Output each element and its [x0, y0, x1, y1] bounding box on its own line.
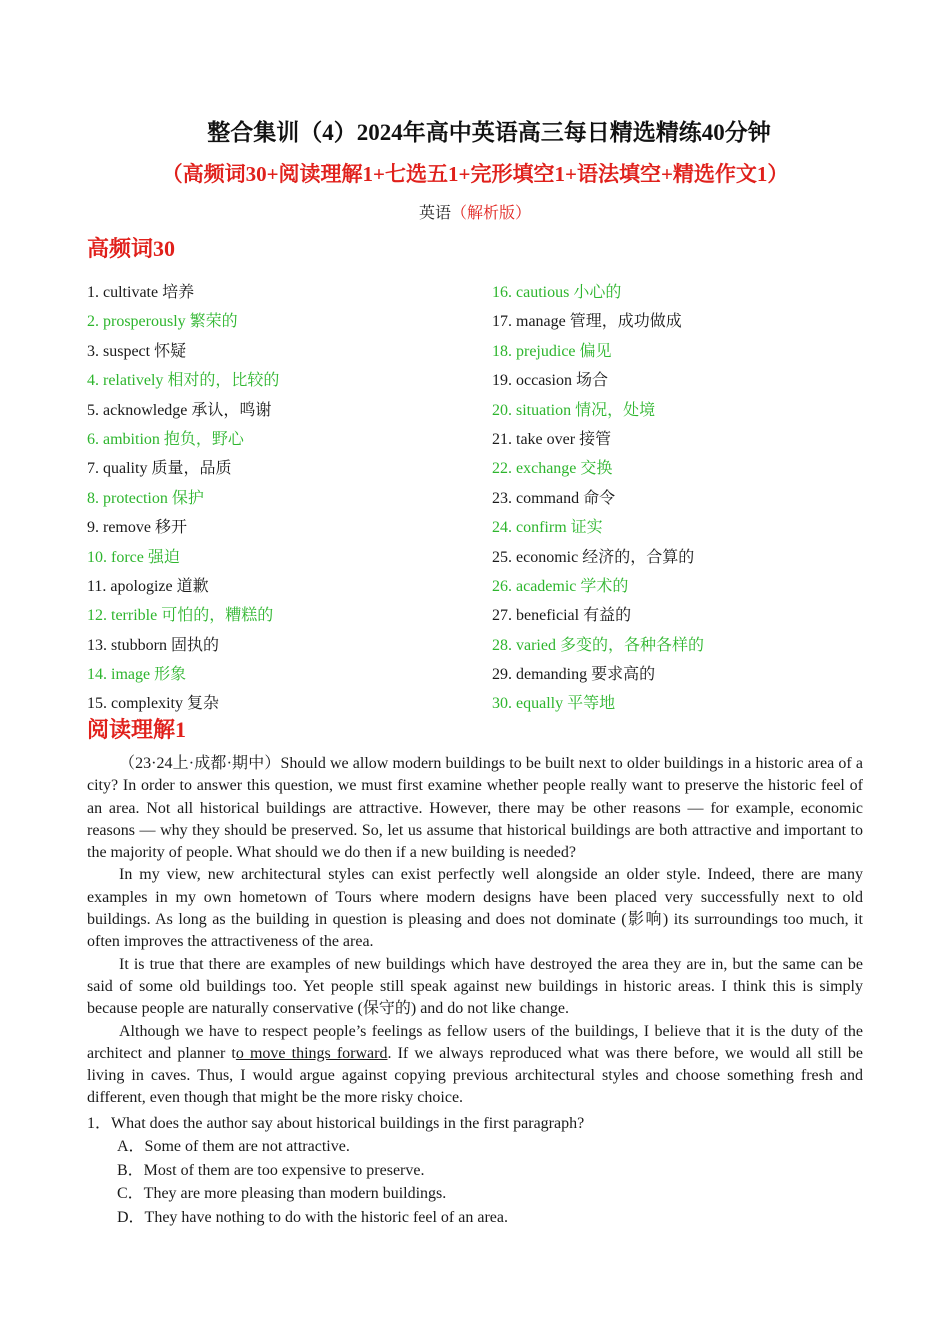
option-b: B．Most of them are too expensive to preserve.	[117, 1161, 425, 1179]
vocab-item: 3. suspect 怀疑	[87, 342, 187, 360]
vocab-item: 9. remove 移开	[87, 519, 187, 537]
vocab-item: 8. protection 保护	[87, 489, 204, 507]
passage-paragraph-3: It is true that there are examples of new buildings which have destroyed the area they are in, but the same can be said of some old buildings too. Yet people still speak against new buildings in historic areas. I think this is simply because people are naturally conservative (保守的) and do not like change.	[87, 955, 863, 1018]
vocab-item: 29. demanding 要求高的	[492, 666, 656, 684]
paragraph-4-end: . If we always reproduced what was there before, we would all still be living in caves. Thus, I would argue against copying previous architectural styles and choose something fresh and different, even though that might be the more risky choice.	[87, 1044, 864, 1107]
reading-heading: 阅读理解1	[87, 717, 187, 742]
vocab-item: 24. confirm 证实	[492, 519, 603, 537]
document-title: 整合集训（4）2024年高中英语高三每日精选精练40分钟	[207, 120, 771, 145]
subject-label: 英语	[418, 205, 451, 222]
vocab-item: 16. cautious 小心的	[492, 284, 622, 301]
option-d: D．They have nothing to do with the historic feel of an area.	[117, 1208, 508, 1226]
vocab-item: 11. apologize 道歉	[87, 577, 209, 595]
subject-line	[0, 200, 950, 223]
vocab-item: 19. occasion 场合	[492, 372, 608, 390]
underlined-phrase: o move things forward	[235, 1044, 388, 1062]
vocab-column-left	[87, 281, 279, 722]
vocab-item: 1. cultivate 培养	[87, 284, 195, 301]
document-subtitle: （高频词30+阅读理解1+七选五1+完形填空1+语法填空+精选作文1）	[161, 162, 789, 186]
vocab-item: 30. equally 平等地	[492, 695, 616, 713]
vocab-item: 6. ambition 抱负，野心	[87, 430, 244, 448]
vocab-item: 26. academic 学术的	[492, 577, 629, 595]
vocab-item: 20. situation 情况，处境	[492, 401, 656, 419]
passage-paragraph-1: （23·24上·成都·期中）Should we allow modern buildings to be built next to older buildings in a historic area of a city? In order to answer this question, we must first examine whether people really want to preserve the historic feel of an area. Not all historical buildings are attractive. However, there may be other reasons — for example, economic reasons — why they should be preserved. So, let us assume that historical buildings are both attractive and important to the majority of people. What should we do then if a new building is needed?	[87, 755, 863, 862]
vocab-item: 14. image 形象	[87, 666, 187, 684]
vocab-item: 5. acknowledge 承认，鸣谢	[87, 401, 272, 419]
vocab-heading: 高频词30	[87, 236, 176, 261]
vocab-item: 10. force 强迫	[87, 548, 180, 566]
version-label: （解析版）	[451, 205, 532, 222]
question-stem: 1．What does the author say about historical buildings in the first paragraph?	[87, 1115, 585, 1132]
vocab-item: 7. quality 质量，品质	[87, 460, 232, 478]
vocab-item: 23. command 命令	[492, 489, 616, 507]
paragraph-4-start: Although we have to respect people’s feelings as fellow users of the buildings, I believe that it is the duty of the architect and planner t	[87, 1022, 863, 1062]
vocab-item: 2. prosperously 繁荣的	[87, 313, 238, 331]
option-c: C．They are more pleasing than modern buildings.	[117, 1185, 447, 1202]
reading-passage	[87, 753, 863, 1110]
vocab-item: 15. complexity 复杂	[87, 695, 219, 713]
vocab-item: 22. exchange 交换	[492, 460, 613, 478]
vocab-item: 25. economic 经济的，合算的	[492, 548, 695, 566]
vocab-item: 28. varied 多变的，各种各样的	[492, 636, 704, 654]
vocab-item: 18. prejudice 偏见	[492, 342, 612, 360]
option-a: A．Some of them are not attractive.	[117, 1138, 350, 1155]
vocab-item: 17. manage 管理，成功做成	[492, 313, 682, 331]
vocab-item: 13. stubborn 固执的	[87, 636, 220, 654]
question-1	[87, 1112, 863, 1229]
vocab-item: 12. terrible 可怕的，糟糕的	[87, 607, 274, 625]
passage-paragraph-4	[87, 1021, 863, 1110]
vocab-item: 21. take over 接管	[492, 430, 612, 448]
passage-paragraph-2: In my view, new architectural styles can exist perfectly well alongside an older style. Indeed, there are many examples in my own hometown of Tours where modern designs have been placed very successfully next to old buildings. As long as the building in question is pleasing and does not dominate (影响) its surroundings too much, it often improves the attractiveness of the area.	[87, 866, 863, 951]
vocab-item: 27. beneficial 有益的	[492, 607, 632, 625]
vocab-column-right	[492, 281, 704, 722]
vocab-item: 4. relatively 相对的，比较的	[87, 372, 280, 390]
